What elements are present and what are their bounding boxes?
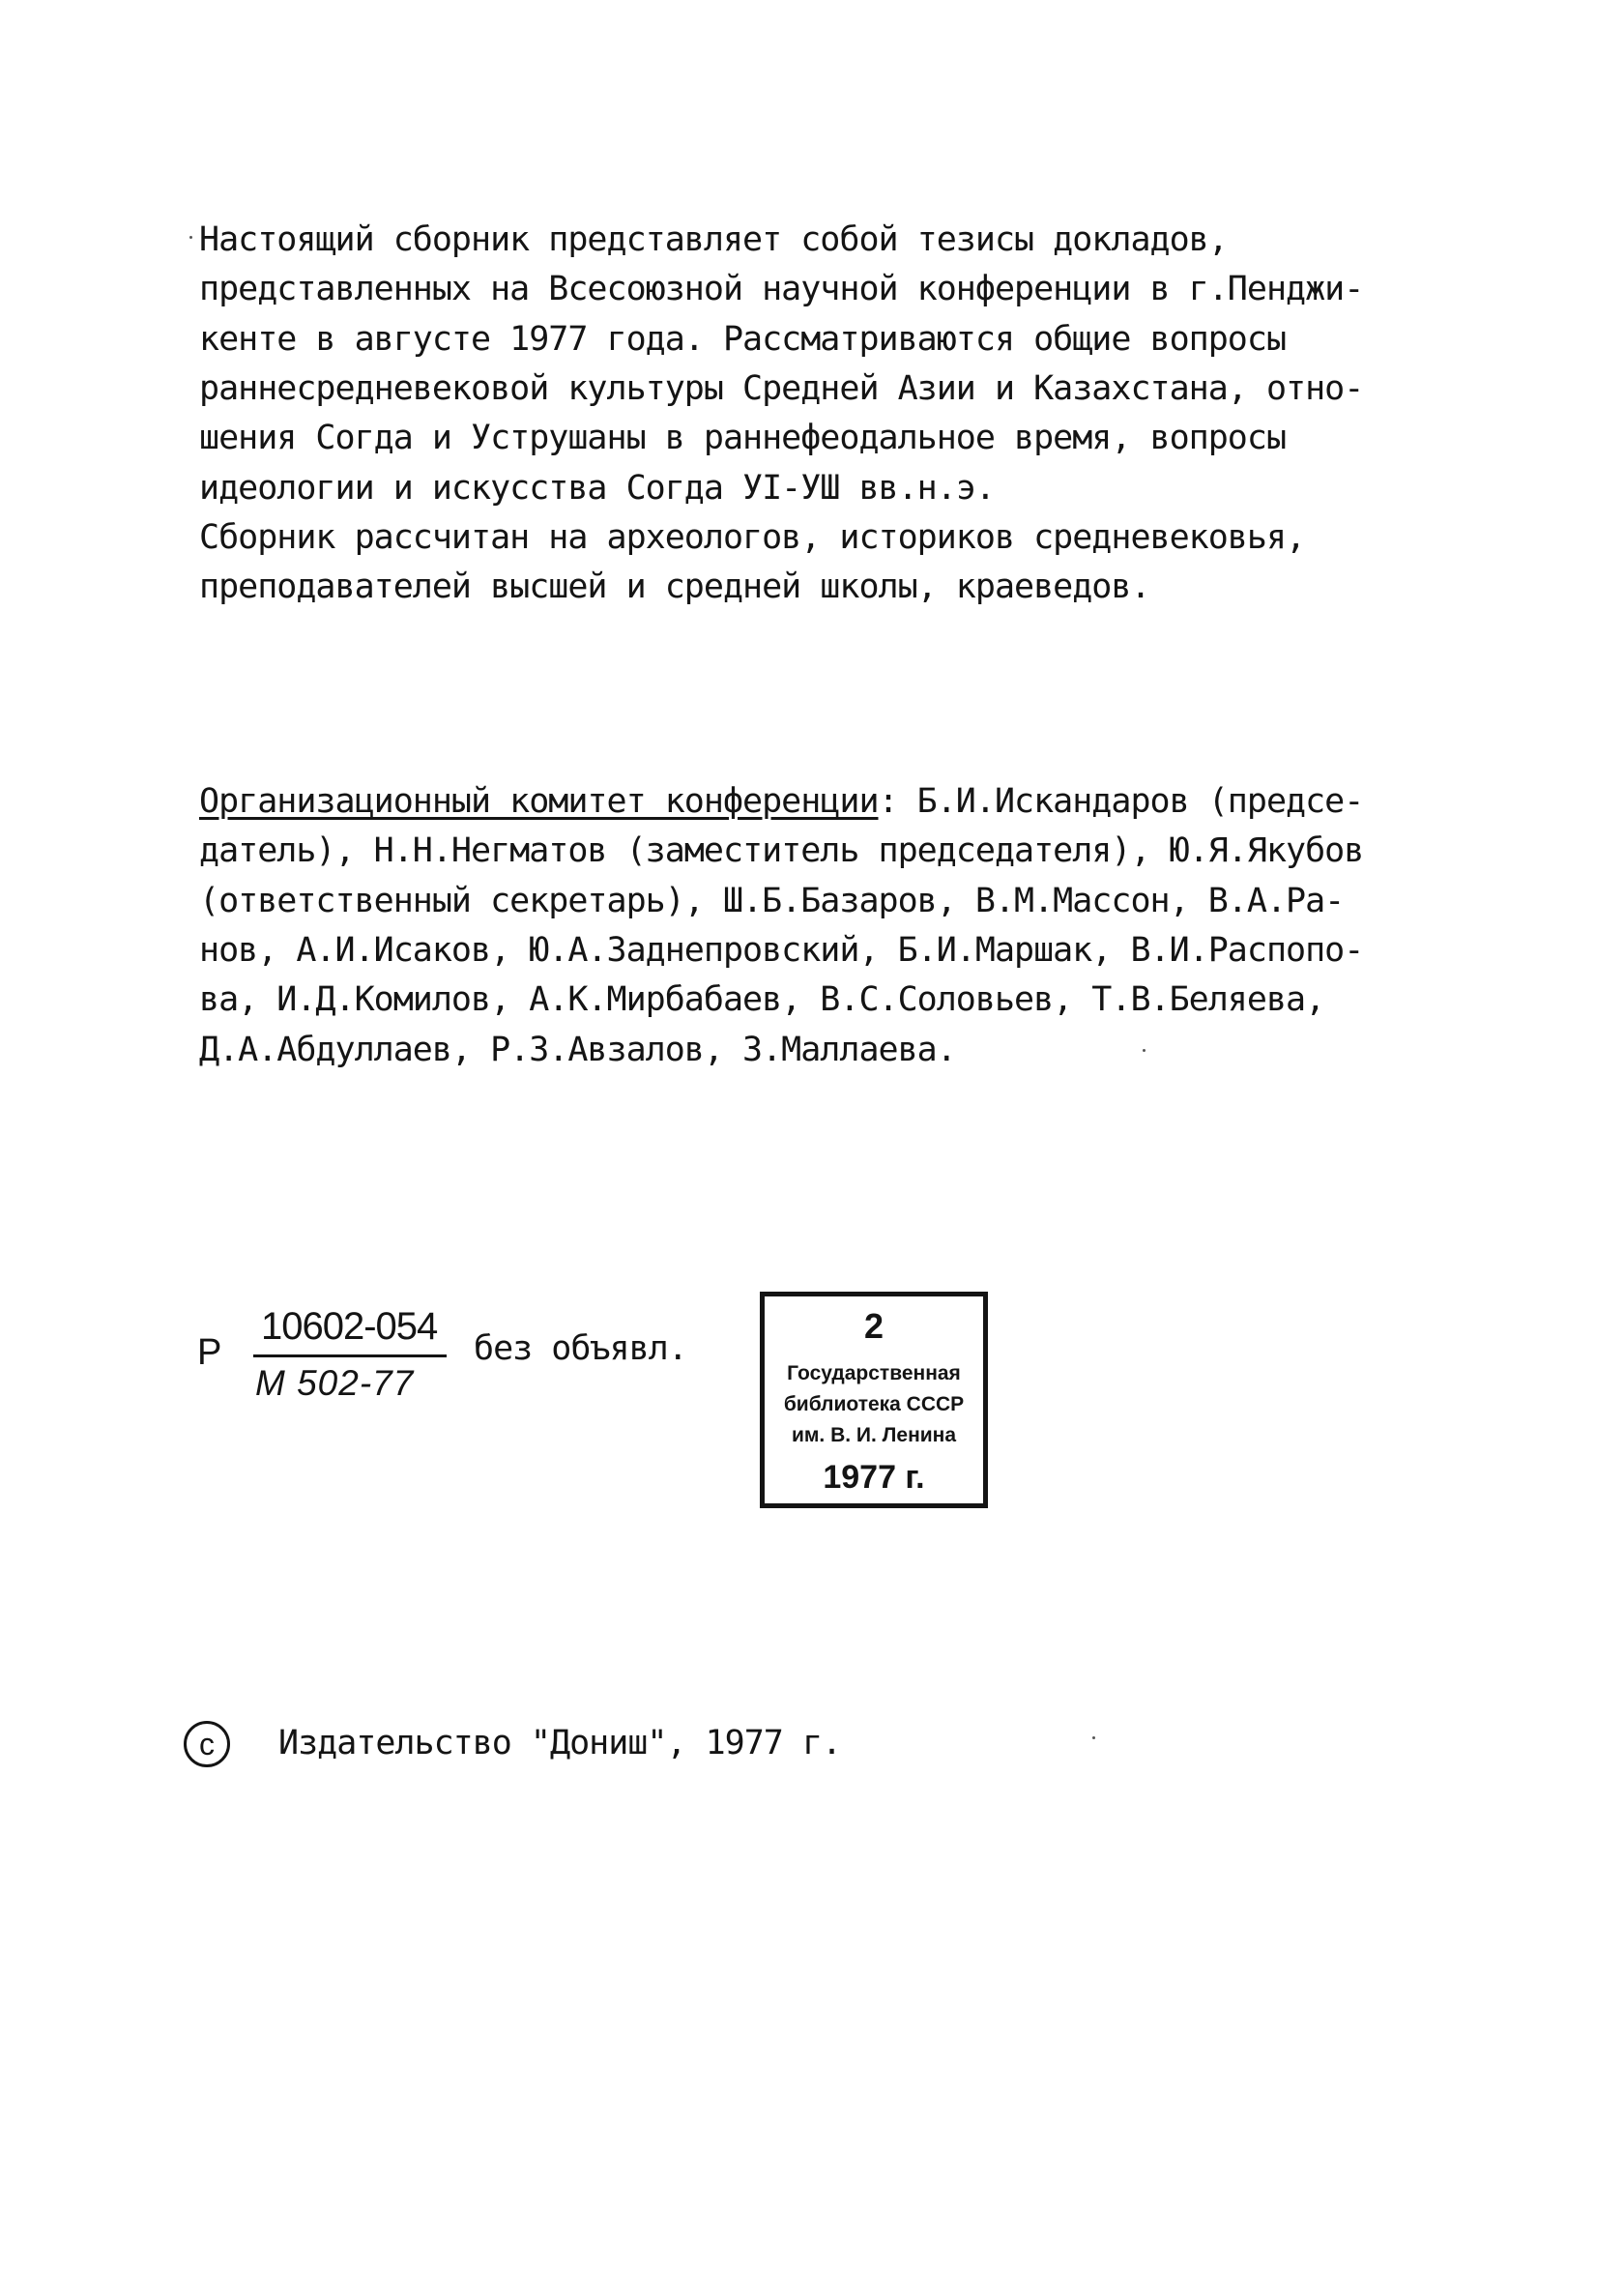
library-stamp [760, 1292, 988, 1508]
index-denominator: М 502-77 [255, 1363, 415, 1403]
committee-heading: Организационный комитет конференции [199, 782, 879, 821]
index-note: без объявл. [474, 1329, 687, 1368]
committee-line: нов, А.И.Исаков, Ю.А.Заднепровский, Б.И.Маршак, В.И.Распопо- [199, 931, 1364, 970]
copyright-icon [184, 1721, 230, 1767]
stamp-number: 2 [863, 1306, 884, 1346]
abstract-line: идеологии и искусства Согда УI-УШ вв.н.э. [199, 469, 995, 508]
abstract-line: Сборник рассчитан на археологов, историков средневековья, [199, 518, 1306, 557]
scan-speck [189, 236, 192, 239]
committee-first-line-rest: : Б.И.Искандаров (предсе- [878, 782, 1364, 821]
stamp-year: 1977 г. [823, 1459, 925, 1496]
abstract-line: представленных на Всесоюзной научной конференции в г.Пенджи- [199, 270, 1364, 308]
committee-line: датель), Н.Н.Негматов (заместитель председателя), Ю.Я.Якубов [199, 831, 1364, 870]
abstract-line: кенте в августе 1977 года. Рассматриваются общие вопросы [199, 320, 1287, 359]
stamp-line: им. В. И. Ленина [791, 1424, 957, 1446]
scan-speck [1143, 1049, 1146, 1052]
committee-line: ва, И.Д.Комилов, А.К.Мирбабаев, В.С.Соловьев, Т.В.Беляева, [199, 980, 1325, 1019]
scan-speck [1092, 1736, 1095, 1739]
copyright-symbol: c [199, 1727, 215, 1761]
index-numerator: 10602-054 [261, 1305, 438, 1348]
abstract-line: шения Согда и Уструшаны в раннефеодальное время, вопросы [199, 419, 1287, 457]
committee-line: Д.А.Абдуллаев, Р.З.Авзалов, З.Маллаева. [199, 1031, 956, 1069]
stamp-line: библиотека СССР [783, 1393, 965, 1415]
committee-line: (ответственный секретарь), Ш.Б.Базаров, В.М.Массон, В.А.Ра- [199, 882, 1345, 920]
abstract-line: раннесредневековой культуры Средней Азии и Казахстана, отно- [199, 369, 1364, 408]
index-letter: Р [197, 1332, 222, 1373]
abstract-line: преподавателей высшей и средней школы, краеведов. [199, 568, 1150, 606]
abstract-line: Настоящий сборник представляет собой тезисы докладов, [199, 220, 1228, 259]
stamp-line: Государственная [787, 1362, 961, 1384]
committee-first-line [199, 782, 1364, 821]
index-fraction-bar [253, 1354, 447, 1357]
copyright-text: Издательство "Дониш", 1977 г. [278, 1724, 842, 1762]
